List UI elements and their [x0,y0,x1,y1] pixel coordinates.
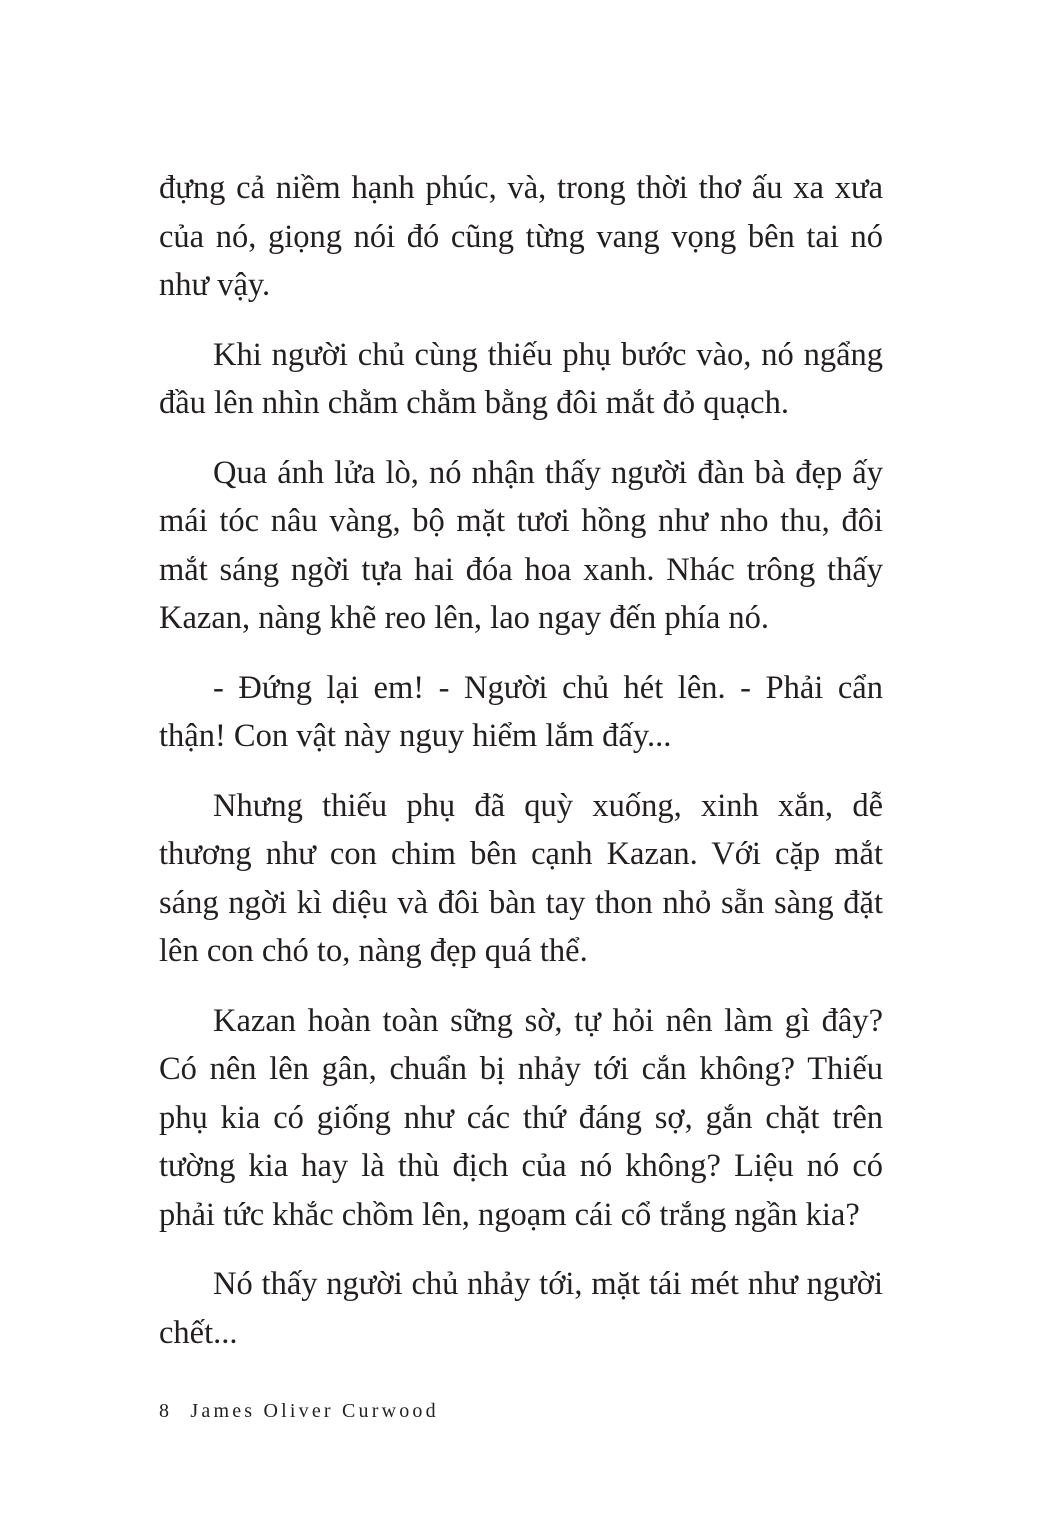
paragraph-6: Kazan hoàn toàn sững sờ, tự hỏi nên làm gì đây? Có nên lên gân, chuẩn bị nhảy tới cắn không? Thiếu phụ kia có giống như các thứ đáng sợ, gắn chặt trên tường kia hay là thù địch của nó không? Liệu nó có phải tức khắc chồm lên, ngoạm cái cổ trắng ngần kia? [159,1002,883,1233]
paragraph-4: - Đứng lại em! - Người chủ hét lên. - Phải cẩn thận! Con vật này nguy hiểm lắm đấy... [159,669,883,754]
page-footer [159,1400,439,1423]
paragraph-5: Nhưng thiếu phụ đã quỳ xuống, xinh xắn, dễ thương như con chim bên cạnh Kazan. Với cặp mắt sáng ngời kì diệu và đôi bàn tay thon nhỏ sẵn sàng đặt lên con chó to, nàng đẹp quá thể. [159,787,883,969]
page-number: 8 [159,1400,173,1422]
paragraph-1: đựng cả niềm hạnh phúc, và, trong thời thơ ấu xa xưa của nó, giọng nói đó cũng từng vang vọng bên tai nó như vậy. [159,170,883,303]
body-text [159,164,883,1378]
paragraph-2: Khi người chủ cùng thiếu phụ bước vào, nó ngẩng đầu lên nhìn chằm chằm bằng đôi mắt đỏ quạch. [159,336,883,421]
paragraph-7: Nó thấy người chủ nhảy tới, mặt tái mét như người chết... [159,1266,883,1351]
running-footer-author: James Oliver Curwood [190,1400,439,1422]
paragraph-3: Qua ánh lửa lò, nó nhận thấy người đàn bà đẹp ấy mái tóc nâu vàng, bộ mặt tươi hồng như nho thu, đôi mắt sáng ngời tựa hai đóa hoa xanh. Nhác trông thấy Kazan, nàng khẽ reo lên, lao ngay đến phía nó. [159,454,883,636]
